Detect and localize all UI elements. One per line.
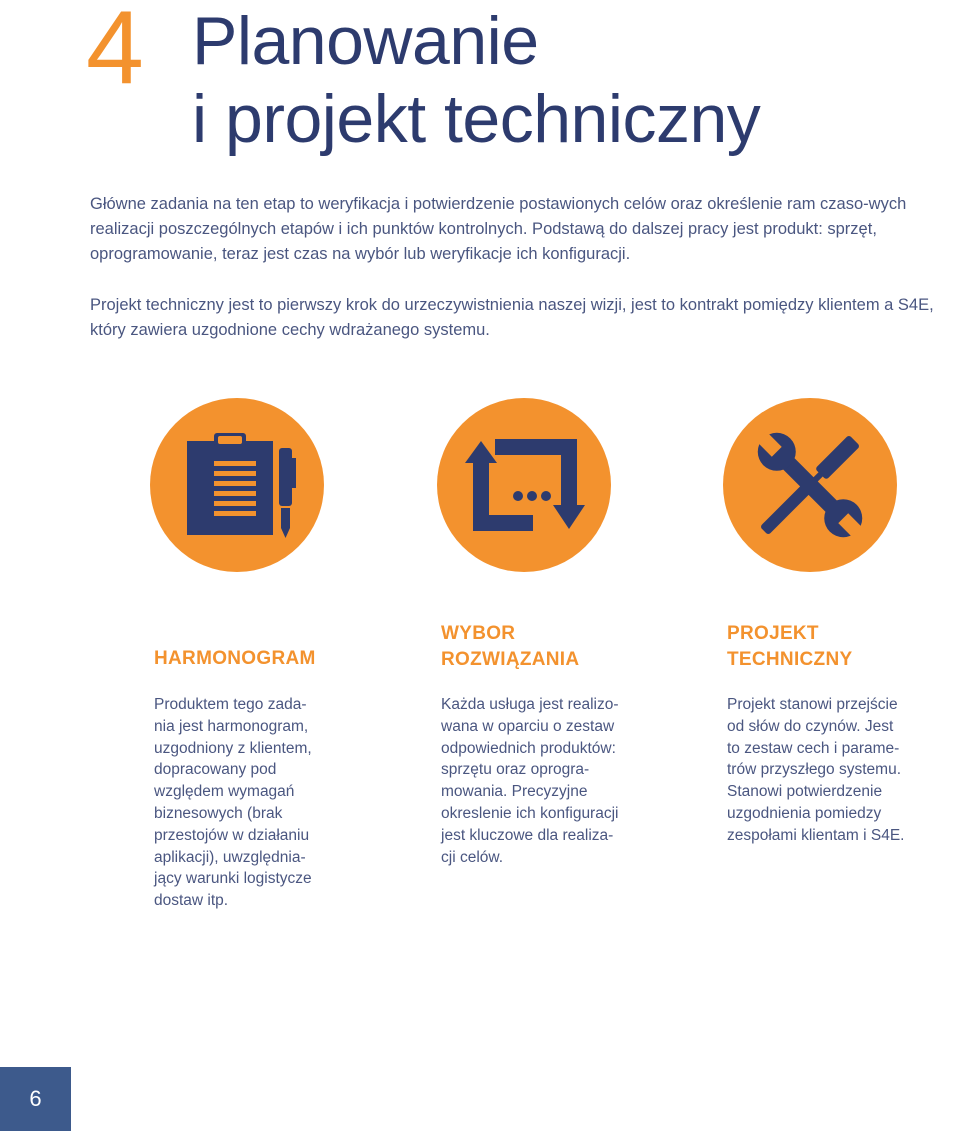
text-line: Produktem tego zada- bbox=[154, 696, 307, 713]
column-title-line: TECHNICZNY bbox=[727, 649, 853, 670]
harmonogram-circle bbox=[150, 398, 324, 572]
text-line: Stanowi potwierdzenie bbox=[727, 783, 883, 801]
text-line: sprzętu oraz oprogra- bbox=[441, 761, 590, 779]
text-line: uzgodnienia pomiedzy bbox=[727, 804, 882, 822]
column-title bbox=[727, 621, 937, 673]
column-title-line: PROJEKT bbox=[727, 623, 819, 644]
column-description bbox=[154, 694, 344, 912]
text-line: względem wymagań bbox=[154, 783, 295, 801]
text-line: wana w oparciu o zestaw bbox=[441, 717, 615, 735]
wybor-circle bbox=[437, 398, 611, 572]
text-line: jący warunki logistycze bbox=[154, 870, 312, 888]
column-description bbox=[441, 694, 631, 868]
column-title bbox=[441, 621, 651, 673]
text-line: aplikacji), uwzględnia- bbox=[154, 848, 306, 866]
column-description bbox=[727, 694, 917, 847]
text-line: cji celów. bbox=[441, 848, 504, 866]
page-number-box bbox=[0, 1067, 71, 1131]
text-line: to zestaw cech i parame- bbox=[727, 739, 900, 757]
text-line: zespołami klientam i S4E. bbox=[727, 826, 905, 844]
title-line-1: Planowanie bbox=[192, 3, 539, 79]
text-line: dopracowany pod bbox=[154, 761, 277, 779]
text-line: mowania. Precyzyjne bbox=[441, 783, 588, 801]
text-line: jest kluczowe dla realiza- bbox=[441, 826, 614, 844]
text-line: od słów do czynów. Jest bbox=[727, 717, 894, 735]
page-title bbox=[192, 2, 760, 158]
clipboard-icon bbox=[150, 398, 324, 572]
chapter-number: 4 bbox=[86, 0, 144, 106]
column-title-line: ROZWIĄZANIA bbox=[441, 649, 580, 670]
intro-paragraph-2: Projekt techniczny jest to pierwszy krok do urzeczywistnienia naszej wizji, jest to kontrakt pomiędzy klientem a S4E, który zawiera uzgodnione cechy wdrażanego systemu. bbox=[90, 296, 934, 339]
intro-paragraph-1: Główne zadania na ten etap to weryfikacja i potwierdzenie postawionych celów oraz określenie ram czaso-wych realizacji poszczególnych etapów i ich punktów kontrolnych. Podstawą do dalszej pracy jest produkt: sprzęt, oprogramowanie, teraz jest czas na wybór lub weryfikacje ich konfiguracji. bbox=[90, 195, 907, 263]
intro-text bbox=[90, 192, 960, 369]
text-line: dostaw itp. bbox=[154, 892, 229, 910]
text-line: nia jest harmonogram, bbox=[154, 717, 309, 735]
text-line: trów przyszłego systemu. bbox=[727, 761, 901, 779]
text-line: odpowiednich produktów: bbox=[441, 739, 616, 757]
text-line: Projekt stanowi przejście bbox=[727, 696, 898, 713]
tools-icon bbox=[723, 398, 897, 572]
column-title-line: WYBOR bbox=[441, 623, 516, 644]
text-line: Każda usługa jest realizo- bbox=[441, 696, 619, 713]
page-number: 6 bbox=[29, 1086, 42, 1111]
text-line: przestojów w działaniu bbox=[154, 826, 310, 844]
column-title-line: HARMONOGRAM bbox=[154, 648, 316, 669]
text-line: okreslenie ich konfiguracji bbox=[441, 804, 619, 822]
text-line: biznesowych (brak bbox=[154, 804, 283, 822]
column-title bbox=[154, 646, 364, 672]
refresh-arrows-icon bbox=[437, 398, 611, 572]
title-line-2: i projekt techniczny bbox=[192, 81, 761, 157]
projekt-circle bbox=[723, 398, 897, 572]
text-line: uzgodniony z klientem, bbox=[154, 739, 312, 757]
